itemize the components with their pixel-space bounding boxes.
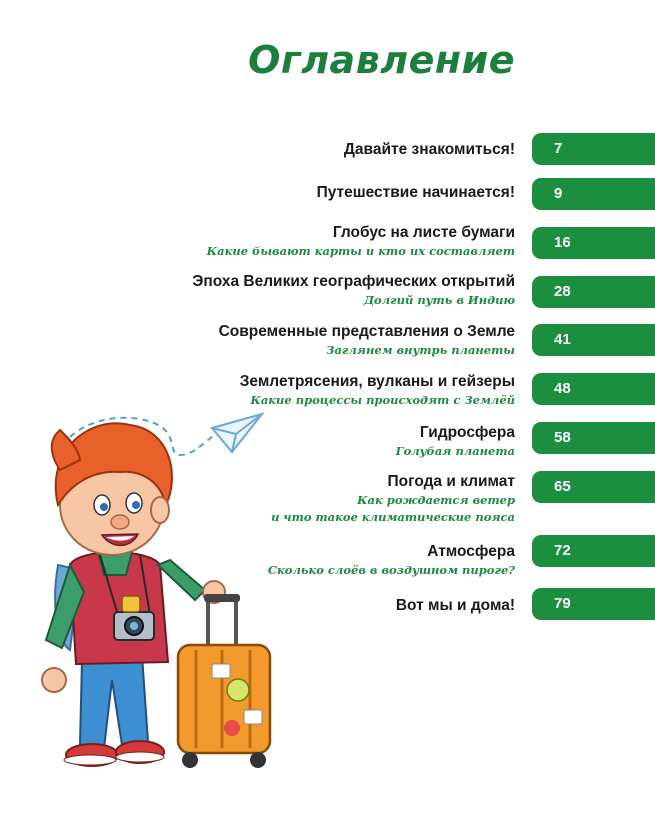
toc-entry-title: Атмосфера (427, 543, 515, 560)
toc-entry-subtitle: Заглянем внутрь планеты (326, 343, 515, 357)
toc-entry-title: Гидросфера (419, 424, 515, 441)
toc-page-number[interactable]: 65 (532, 471, 655, 503)
toc-entry[interactable] (344, 140, 515, 160)
toc-entry-subtitle: Какие бывают карты и кто их составляет (206, 244, 515, 258)
toc-entry[interactable] (219, 322, 515, 359)
page-title: Оглавление (248, 38, 515, 82)
toc-entry-subtitle: Какие процессы происходят с Землёй (250, 393, 515, 407)
toc-entry[interactable] (396, 596, 515, 616)
toc-entry[interactable] (268, 542, 515, 579)
toc-entry-title: Вот мы и дома! (395, 597, 515, 614)
toc-entry-subtitle: Долгий путь в Индию (363, 293, 515, 307)
toc-entry[interactable] (396, 423, 515, 460)
toc-entry-subtitle: Голубая планета (395, 444, 515, 458)
toc-entry[interactable] (271, 472, 515, 526)
toc-page-number[interactable]: 48 (532, 373, 655, 405)
toc-page-number[interactable]: 28 (532, 276, 655, 308)
toc-page-number[interactable]: 16 (532, 227, 655, 259)
paper-plane-icon (212, 414, 262, 452)
toc-page-number[interactable]: 41 (532, 324, 655, 356)
toc-entry-subtitle: и что такое климатические пояса (271, 510, 515, 524)
suitcase-icon (178, 594, 270, 768)
toc-entry-title: Глобус на листе бумаги (332, 224, 515, 241)
toc-entry-subtitle: Как рождается ветер (357, 493, 515, 507)
toc-entry[interactable] (192, 272, 515, 309)
toc-page-number[interactable]: 72 (532, 535, 655, 567)
toc-entry-title: Эпоха Великих географических открытий (192, 273, 515, 290)
toc-page-number[interactable]: 79 (532, 588, 655, 620)
toc-entry-title: Путешествие начинается! (316, 184, 515, 201)
toc-entry-title: Современные представления о Земле (218, 323, 515, 340)
toc-entry-subtitle: Сколько слоёв в воздушном пироге? (267, 563, 515, 577)
illustration (0, 370, 300, 839)
toc-entry[interactable] (207, 223, 515, 260)
toc-entry-title: Землетрясения, вулканы и гейзеры (239, 373, 515, 390)
toc-page-number[interactable]: 58 (532, 422, 655, 454)
toc-entry-title: Давайте знакомиться! (343, 141, 515, 158)
toc-page-number[interactable]: 9 (532, 178, 655, 210)
toc-entry[interactable] (317, 183, 515, 203)
toc-entry-title: Погода и климат (387, 473, 515, 490)
toc-page-number[interactable]: 7 (532, 133, 655, 165)
